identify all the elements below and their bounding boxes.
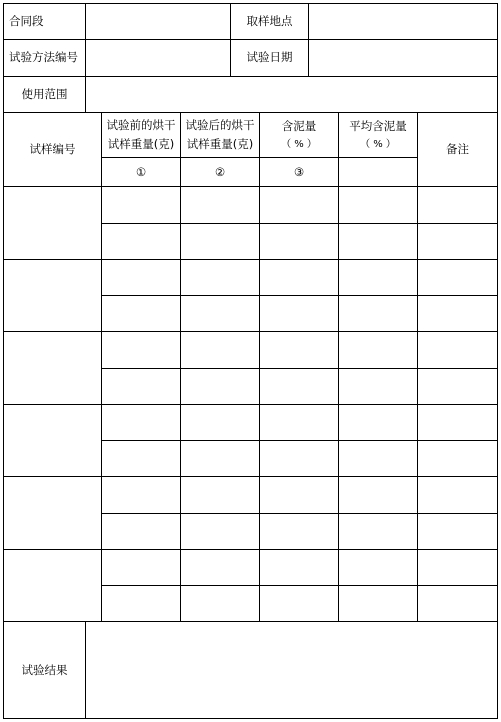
avg-mud-content-cell[interactable] bbox=[339, 549, 418, 585]
remarks-cell[interactable] bbox=[418, 223, 498, 259]
avg-mud-content-cell[interactable] bbox=[339, 223, 418, 259]
sample-id-cell[interactable] bbox=[4, 477, 102, 550]
weight-before-cell[interactable] bbox=[102, 404, 181, 440]
test-method-code-label: 试验方法编号 bbox=[4, 40, 86, 76]
table-row bbox=[4, 332, 498, 368]
column-header-row bbox=[4, 112, 498, 157]
mud-content-test-form bbox=[3, 3, 497, 719]
table-row bbox=[4, 187, 498, 223]
contract-row bbox=[4, 4, 498, 40]
avg-mud-content-cell[interactable] bbox=[339, 187, 418, 223]
mud-content-cell[interactable] bbox=[260, 259, 339, 295]
table-row bbox=[4, 549, 498, 585]
test-result-label: 试验结果 bbox=[4, 622, 86, 719]
scope-row bbox=[4, 76, 498, 112]
avg-mud-content-cell[interactable] bbox=[339, 332, 418, 368]
scope-label: 使用范围 bbox=[4, 76, 86, 112]
remarks-cell[interactable] bbox=[418, 513, 498, 549]
mud-content-cell[interactable] bbox=[260, 477, 339, 513]
weight-after-cell[interactable] bbox=[181, 441, 260, 477]
remarks-cell[interactable] bbox=[418, 296, 498, 332]
weight-after-cell[interactable] bbox=[181, 187, 260, 223]
remarks-cell[interactable] bbox=[418, 586, 498, 622]
mud-content-cell[interactable] bbox=[260, 368, 339, 404]
weight-before-line1: 试验前的烘干 bbox=[106, 117, 176, 132]
method-row bbox=[4, 40, 498, 76]
avg-mud-content-cell[interactable] bbox=[339, 477, 418, 513]
weight-before-header bbox=[102, 112, 181, 157]
weight-after-cell[interactable] bbox=[181, 549, 260, 585]
weight-after-line2: 试样重量(克) bbox=[186, 136, 254, 151]
form-table bbox=[3, 3, 498, 719]
mud-content-header bbox=[260, 112, 339, 157]
avg-mud-content-cell[interactable] bbox=[339, 586, 418, 622]
weight-after-header bbox=[181, 112, 260, 157]
mud-content-cell[interactable] bbox=[260, 586, 339, 622]
table-row bbox=[4, 259, 498, 295]
weight-before-cell[interactable] bbox=[102, 259, 181, 295]
weight-before-cell[interactable] bbox=[102, 513, 181, 549]
sample-id-header: 试样编号 bbox=[4, 112, 102, 187]
mud-content-cell[interactable] bbox=[260, 549, 339, 585]
test-result-field[interactable] bbox=[86, 622, 498, 719]
contract-section-field[interactable] bbox=[86, 4, 231, 40]
test-date-label: 试验日期 bbox=[231, 40, 309, 76]
weight-before-cell[interactable] bbox=[102, 549, 181, 585]
mud-content-cell[interactable] bbox=[260, 187, 339, 223]
mud-content-cell[interactable] bbox=[260, 223, 339, 259]
remarks-cell[interactable] bbox=[418, 404, 498, 440]
sampling-location-field[interactable] bbox=[309, 4, 498, 40]
remarks-cell[interactable] bbox=[418, 259, 498, 295]
sample-id-cell[interactable] bbox=[4, 332, 102, 405]
weight-before-cell[interactable] bbox=[102, 223, 181, 259]
mud-content-cell[interactable] bbox=[260, 441, 339, 477]
avg-mud-content-cell-blank bbox=[339, 158, 418, 187]
remarks-cell[interactable] bbox=[418, 477, 498, 513]
weight-after-cell[interactable] bbox=[181, 513, 260, 549]
sample-id-cell[interactable] bbox=[4, 549, 102, 622]
weight-after-cell[interactable] bbox=[181, 223, 260, 259]
table-row bbox=[4, 477, 498, 513]
mud-content-unit: （ % ） bbox=[281, 138, 317, 150]
sample-id-cell[interactable] bbox=[4, 259, 102, 332]
avg-mud-content-cell[interactable] bbox=[339, 513, 418, 549]
sample-id-cell[interactable] bbox=[4, 404, 102, 477]
ref-mark-2: ② bbox=[181, 158, 260, 187]
ref-mark-3: ③ bbox=[260, 158, 339, 187]
remarks-cell[interactable] bbox=[418, 368, 498, 404]
weight-after-cell[interactable] bbox=[181, 586, 260, 622]
avg-mud-content-cell[interactable] bbox=[339, 368, 418, 404]
ref-mark-1: ① bbox=[102, 158, 181, 187]
weight-before-cell[interactable] bbox=[102, 441, 181, 477]
remarks-cell[interactable] bbox=[418, 187, 498, 223]
table-row bbox=[4, 404, 498, 440]
avg-mud-content-cell[interactable] bbox=[339, 404, 418, 440]
weight-after-cell[interactable] bbox=[181, 259, 260, 295]
weight-before-cell[interactable] bbox=[102, 368, 181, 404]
weight-after-line1: 试验后的烘干 bbox=[185, 117, 255, 132]
sampling-location-label: 取样地点 bbox=[231, 4, 309, 40]
weight-after-cell[interactable] bbox=[181, 332, 260, 368]
avg-mud-content-cell[interactable] bbox=[339, 441, 418, 477]
weight-before-cell[interactable] bbox=[102, 296, 181, 332]
weight-before-cell[interactable] bbox=[102, 477, 181, 513]
test-method-code-field[interactable] bbox=[86, 40, 231, 76]
avg-mud-content-cell[interactable] bbox=[339, 296, 418, 332]
scope-field[interactable] bbox=[86, 76, 498, 112]
avg-mud-content-header bbox=[339, 112, 418, 157]
weight-after-cell[interactable] bbox=[181, 477, 260, 513]
mud-content-cell[interactable] bbox=[260, 332, 339, 368]
weight-after-cell[interactable] bbox=[181, 404, 260, 440]
mud-content-cell[interactable] bbox=[260, 296, 339, 332]
remarks-header: 备注 bbox=[418, 112, 498, 187]
avg-mud-content-cell[interactable] bbox=[339, 259, 418, 295]
avg-mud-content-unit: （ % ） bbox=[360, 138, 396, 150]
avg-mud-content-line1: 平均含泥量 bbox=[349, 118, 407, 133]
weight-before-line2: 试样重量(克) bbox=[107, 136, 175, 151]
mud-content-cell[interactable] bbox=[260, 513, 339, 549]
weight-after-cell[interactable] bbox=[181, 368, 260, 404]
remarks-cell[interactable] bbox=[418, 332, 498, 368]
mud-content-line1: 含泥量 bbox=[281, 118, 317, 133]
contract-section-label: 合同段 bbox=[4, 4, 86, 40]
sample-id-cell[interactable] bbox=[4, 187, 102, 260]
test-date-field[interactable] bbox=[309, 40, 498, 76]
weight-before-cell[interactable] bbox=[102, 332, 181, 368]
weight-before-cell[interactable] bbox=[102, 187, 181, 223]
weight-before-cell[interactable] bbox=[102, 586, 181, 622]
remarks-cell[interactable] bbox=[418, 549, 498, 585]
remarks-cell[interactable] bbox=[418, 441, 498, 477]
mud-content-cell[interactable] bbox=[260, 404, 339, 440]
weight-after-cell[interactable] bbox=[181, 296, 260, 332]
result-row bbox=[4, 622, 498, 719]
